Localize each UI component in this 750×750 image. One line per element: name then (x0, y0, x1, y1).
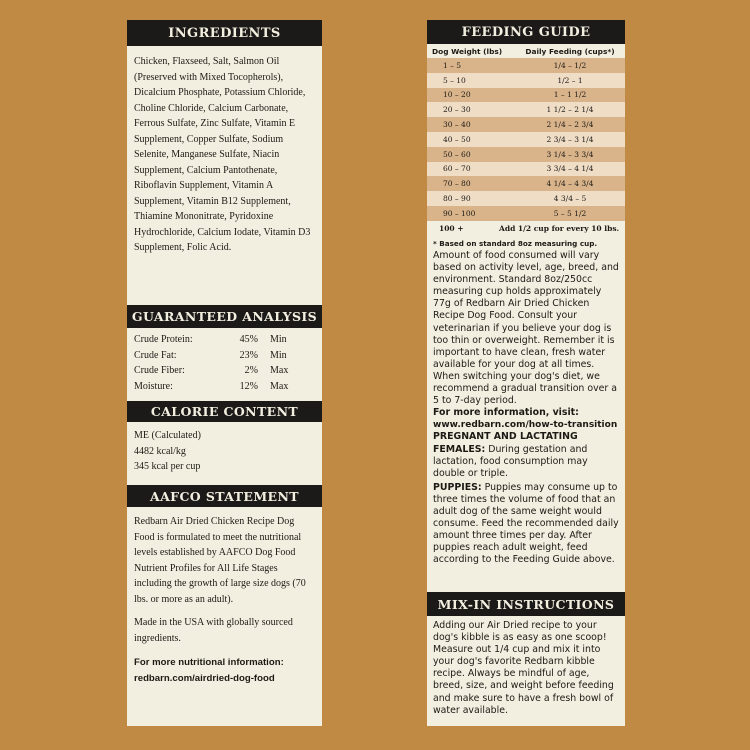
feeding-weight: 60 – 70 (443, 164, 471, 174)
feeding-row (427, 88, 625, 103)
ingredients-list: Chicken, Flaxseed, Salt, Salmon Oil (Preserved with Mixed Tocopherols), Dicalcium Phosphate, Potassium Chloride, Choline Chloride, Calcium Carbonate, Ferrous Sulfate, Zinc Sulfate, Vitamin E Supplement, Copper Sulfate, Sodium Selenite, Manganese Sulfate, Niacin Supplement, Calcium Pantothenate, Riboflavin Supplement, Vitamin A Supplement, Vitamin B12 Supplement, Thiamine Mononitrate, Pyridoxine Hydrochloride, Calcium Iodate, Vitamin D3 Supplement, Folic Acid. (134, 56, 311, 253)
analysis-row (134, 379, 288, 395)
feeding-weight: 70 – 80 (443, 179, 471, 189)
feeding-row (427, 58, 625, 73)
ingredients-text (134, 54, 317, 256)
pregnant-label: PREGNANT AND LACTATING FEMALES: (433, 431, 578, 455)
feeding-cups: 4 3/4 – 5 (553, 194, 587, 204)
analysis-qualifier: Min (270, 334, 287, 345)
feeding-description: Amount of food consumed will vary based on activity level, age, breed, and environment. Standard 8oz/250cc measuring cup holds approximately 77g of Redbarn Air Dried Chicken Recipe Dog Food. Consult your veterinarian if you believe your dog is too thin or overweight. Remember it is important to have clean, fresh water available for your dog at all times. When switching your dog's diet, we recommend a gradual transition over a 5 to 7-day period. (433, 250, 619, 407)
analysis-title: GUARANTEED ANALYSIS (131, 309, 318, 324)
feeding-weight: 20 – 30 (443, 105, 471, 115)
calorie-line-3: 345 kcal per cup (134, 461, 201, 472)
puppies-text: Puppies may consume up to three times the volume of food that an adult dog of the same weight would consume. Feed the recommended daily amount three times per day. After puppies reach adult weight, feed according to the Feeding Guide above. (433, 481, 619, 566)
analysis-name: Crude Protein: (134, 334, 193, 345)
analysis-body (134, 332, 317, 394)
feeding-title: FEEDING GUIDE (461, 24, 591, 40)
analysis-header (127, 305, 322, 328)
analysis-row (134, 348, 288, 364)
puppies-paragraph (433, 482, 622, 567)
analysis-qualifier: Max (270, 380, 289, 392)
feeding-weight: 50 – 60 (443, 149, 471, 159)
analysis-value: 45% (239, 334, 258, 345)
analysis-row (134, 332, 288, 348)
feeding-cups: 2 3/4 – 3 1/4 (546, 134, 594, 144)
feeding-row (427, 147, 625, 162)
left-label-panel (127, 20, 322, 726)
feeding-row (427, 102, 625, 117)
feeding-notes (433, 238, 622, 566)
analysis-name: Crude Fat: (134, 349, 177, 361)
feeding-cups: 3 1/4 – 3 3/4 (546, 149, 594, 159)
nutrition-info-link[interactable]: redbarn.com/airdried-dog-food (134, 672, 275, 684)
feeding-table-header (427, 44, 625, 58)
mixin-body (433, 620, 622, 717)
feeding-header (427, 20, 625, 44)
aafco-statement: Redbarn Air Dried Chicken Recipe Dog Food is formulated to meet the nutritional levels established by AAFCO Dog Food Nutrient Profiles for All Life Stages including the growth of large size dogs (70 lbs. or more as an adult). (134, 516, 306, 605)
analysis-table (134, 332, 288, 394)
feeding-row (427, 132, 625, 147)
made-in-usa: Made in the USA with globally sourced ingredients. (134, 617, 293, 644)
feeding-row (427, 162, 625, 177)
analysis-value: 23% (239, 349, 258, 361)
feeding-weight: 10 – 20 (443, 90, 471, 100)
feeding-weight: 30 – 40 (443, 120, 471, 130)
feeding-cups: 1/2 – 1 (557, 75, 583, 85)
puppies-label: PUPPIES: (433, 481, 482, 493)
feeding-weight: 80 – 90 (443, 194, 471, 204)
calorie-line-2: 4482 kcal/kg (134, 445, 186, 457)
calorie-title: CALORIE CONTENT (150, 404, 299, 419)
feeding-weight: 1 – 5 (443, 60, 462, 70)
pregnant-text: During gestation and lactation, food consumption may double or triple. (433, 443, 588, 479)
feeding-row (427, 117, 625, 132)
ingredients-title: INGREDIENTS (168, 25, 281, 41)
analysis-row (134, 363, 288, 379)
analysis-qualifier: Max (270, 365, 289, 376)
feeding-table (427, 44, 625, 236)
col-dog-weight: Dog Weight (lbs) (432, 46, 503, 56)
feeding-cups: Add 1/2 cup for every 10 lbs. (499, 223, 620, 233)
feeding-footnote: * Based on standard 8oz measuring cup. (433, 239, 598, 248)
nutrition-info-label: For more nutritional information: (134, 657, 284, 668)
transition-label: For more information, visit: (433, 407, 579, 419)
analysis-name: Moisture: (134, 380, 173, 392)
feeding-cups: 1 1/2 – 2 1/4 (546, 105, 594, 115)
feeding-weight: 90 – 100 (443, 208, 476, 218)
feeding-cups: 3 3/4 – 4 1/4 (546, 164, 594, 174)
analysis-value: 12% (239, 380, 258, 392)
aafco-body (134, 514, 317, 686)
feeding-weight: 40 – 50 (443, 134, 471, 144)
aafco-title: AAFCO STATEMENT (149, 488, 300, 504)
analysis-name: Crude Fiber: (134, 365, 185, 376)
feeding-row (427, 206, 625, 221)
transition-link[interactable]: www.redbarn.com/how-to-transition (433, 420, 618, 431)
feeding-row-last (427, 221, 625, 236)
mixin-header (427, 592, 625, 616)
right-label-panel (427, 20, 625, 726)
mixin-text: Adding our Air Dried recipe to your dog's kibble is as easy as one scoop! Measure out 1/4 cup and mix it into your dog's favorite Redbarn kibble recipe. Always be mindful of age, breed, size, and weight before feeding and make sure to have a fresh bowl of water available. (433, 620, 614, 716)
feeding-weight: 100 + (439, 223, 464, 233)
feeding-cups: 1 – 1 1/2 (553, 90, 587, 100)
feeding-row (427, 176, 625, 191)
calorie-line-1: ME (Calculated) (134, 430, 201, 441)
calorie-body (134, 428, 317, 475)
calorie-header (127, 401, 322, 422)
feeding-cups: 1/4 – 1/2 (553, 60, 587, 70)
analysis-value: 2% (244, 365, 258, 376)
aafco-header (127, 485, 322, 507)
feeding-weight: 5 – 10 (443, 75, 466, 85)
pregnant-paragraph (433, 431, 622, 479)
feeding-row (427, 73, 625, 88)
mixin-title: MIX-IN INSTRUCTIONS (437, 596, 615, 612)
feeding-cups: 4 1/4 – 4 3/4 (546, 179, 594, 189)
ingredients-header (127, 20, 322, 46)
feeding-rows (427, 58, 625, 221)
feeding-row (427, 191, 625, 206)
analysis-qualifier: Min (270, 349, 287, 361)
col-daily-feeding: Daily Feeding (cups*) (525, 46, 615, 56)
feeding-cups: 2 1/4 – 2 3/4 (546, 120, 594, 130)
feeding-cups: 5 – 5 1/2 (553, 208, 587, 218)
